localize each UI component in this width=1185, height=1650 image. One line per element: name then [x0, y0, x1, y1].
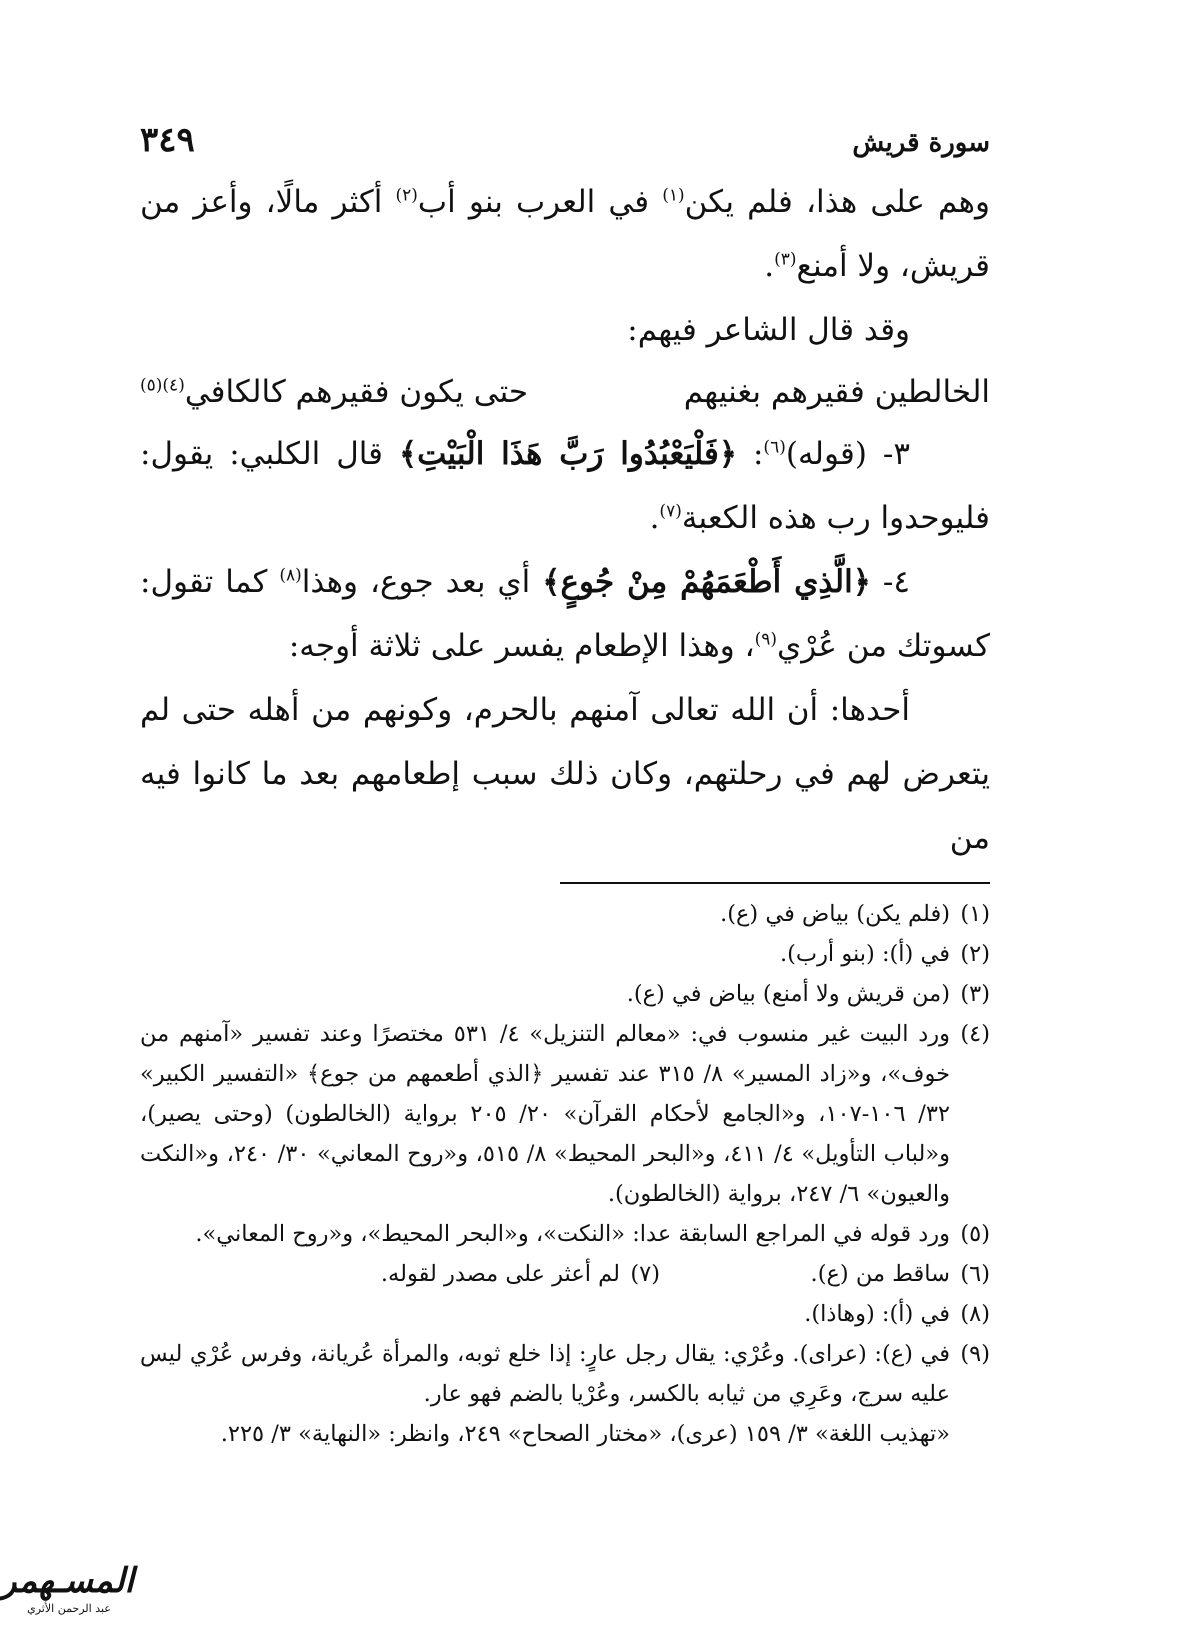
footnote-number: (٣): [960, 981, 990, 1007]
footnote-number: (٨): [960, 1301, 990, 1327]
footnote-9: [140, 1334, 990, 1414]
footnote-6: [660, 1254, 990, 1294]
footnote-5: [140, 1214, 990, 1254]
footnote-8: [140, 1294, 990, 1334]
library-stamp-logo: [0, 1560, 134, 1632]
footnote-text: في (أ): (وهاذا).: [804, 1301, 950, 1327]
quran-verse: ﴿الَّذِي أَطْعَمَهُمْ مِنْ جُوعٍ﴾: [542, 564, 871, 600]
poetry-verse: [140, 362, 990, 422]
text-run: أي بعد جوع، وهذا: [301, 564, 543, 600]
footnote-3: [140, 974, 990, 1014]
footnote-text: في (ع): (عراى). وعُرْي: يقال رجل عارٍ: إذا خلع ثوبه، والمرأة عُريانة، وفرس عُرْي ليس عليه سرج، وعَرِي من ثيابه بالكسر، وعُرْيا بالضم فهو عار.: [140, 1341, 950, 1407]
text-run: .: [649, 500, 660, 536]
footnote-text: ورد البيت غير منسوب في: «معالم التنزيل» ٤/ ٥٣١ مختصرًا وعند تفسير «آمنهم من خوف»، و«زاد المسير» ٨/ ٣١٥ عند تفسير ﴿الذي أطعمهم من جوع﴾ «التفسير الكبير» ٣٢/ ١٠٦-١٠٧، و«الجامع لأحكام القرآن» ٢٠/ ٢٠٥ برواية (الخالطون) (وحتى يصير)، و«لباب التأويل» ٤/ ٤١١، و«البحر المحيط» ٨/ ٥١٥، و«روح المعاني» ٣٠/ ٢٤٠، و«النكت والعيون» ٦/ ٢٤٧، برواية (الخالطون).: [140, 1021, 951, 1207]
footnote-ref[interactable]: (٢): [395, 185, 418, 206]
footnote-number: (٤): [960, 1021, 990, 1047]
paragraph-2: وقد قال الشاعر فيهم:: [627, 312, 910, 348]
paragraph-5: أحدها: أن الله تعالى آمنهم بالحرم، وكونهم من أهله حتى لم يتعرض لهم في رحلتهم، وكان ذلك سبب إطعامهم بعد ما كانوا فيه من: [140, 692, 990, 856]
footnote-ref[interactable]: (٣): [774, 249, 797, 270]
footnote-text: لم أعثر على مصدر لقوله.: [380, 1261, 620, 1287]
footnote-4: [140, 1014, 990, 1214]
text-run: أكثر مالًا، وأعز من قريش، ولا أمنع: [140, 184, 990, 284]
footnote-ref[interactable]: (٩): [754, 629, 778, 650]
page-header: [140, 100, 990, 170]
footnote-1: [140, 894, 990, 934]
footnote-number: (٧): [630, 1261, 660, 1287]
footnote-pair-row: [140, 1254, 990, 1294]
text-run: كما تقول: كسوتك من عُرْي: [140, 564, 990, 664]
text-run: :: [737, 436, 764, 472]
footnote-number: (١): [960, 901, 990, 927]
footnote-divider: [560, 882, 990, 884]
stamp-calligraphy: المسـهمر: [0, 1561, 134, 1601]
footnote-references: «تهذيب اللغة» ٣/ ١٥٩ (عرى)، «مختار الصحاح» ٢٤٩، وانظر: «النهاية» ٣/ ٢٢٥.: [220, 1421, 950, 1447]
footnote-text: (فلم يكن) بياض في (ع).: [720, 901, 950, 927]
text-run: وهم على هذا، فلم يكن: [684, 184, 990, 220]
footnote-text: (من قريش ولا أمنع) بياض في (ع).: [626, 981, 950, 1007]
footnote-2: [140, 934, 990, 974]
paragraph-4: [140, 550, 990, 678]
paragraph-3: [140, 422, 990, 550]
text-run: ، وهذا الإطعام يفسر على ثلاثة أوجه:: [288, 628, 755, 664]
footnotes: [140, 894, 990, 1454]
footnote-number: (٦): [960, 1261, 990, 1287]
footnote-ref[interactable]: (١): [662, 185, 685, 206]
verse-second-hemistich: [140, 362, 528, 422]
text-run: حتى يكون فقيرهم كالكافي: [184, 374, 529, 410]
text-run: قال الكلبي: يقول: فليوحدوا رب هذه الكعبة: [140, 436, 990, 536]
stamp-caption: عبد الرحمن الأثري: [27, 1602, 111, 1615]
footnote-ref[interactable]: (٦): [763, 437, 786, 458]
footnote-text: ساقط من (ع).: [810, 1261, 950, 1287]
footnote-ref[interactable]: (٧): [659, 501, 682, 522]
footnote-ref[interactable]: (٤)(٥): [140, 375, 185, 396]
footnote-7: [330, 1254, 660, 1294]
paragraph-1: [140, 170, 990, 298]
footnote-text: في (أ): (بنو أرب).: [779, 941, 950, 967]
main-text: [140, 170, 990, 870]
page-number: ٣٤٩: [140, 120, 195, 160]
footnote-number: (٢): [960, 941, 990, 967]
chapter-title: سورة قريش: [852, 128, 990, 158]
footnote-ref[interactable]: (٨): [279, 565, 302, 586]
text-run: ٤-: [870, 564, 910, 600]
quran-verse: ﴿فَلْيَعْبُدُوا رَبَّ هَذَا الْبَيْتِ﴾: [398, 436, 738, 472]
text-run: ٣- (قوله): [785, 436, 910, 472]
verse-first-hemistich: الخالطين فقيرهم بغنيهم: [683, 374, 990, 410]
footnote-text: ورد قوله في المراجع السابقة عدا: «النكت»، و«البحر المحيط»، و«روح المعاني».: [195, 1221, 950, 1247]
book-page: [140, 100, 990, 1454]
text-run: .: [764, 248, 775, 284]
footnote-number: (٥): [960, 1221, 990, 1247]
text-run: في العرب بنو أب: [417, 184, 663, 220]
footnote-number: (٩): [960, 1341, 990, 1367]
